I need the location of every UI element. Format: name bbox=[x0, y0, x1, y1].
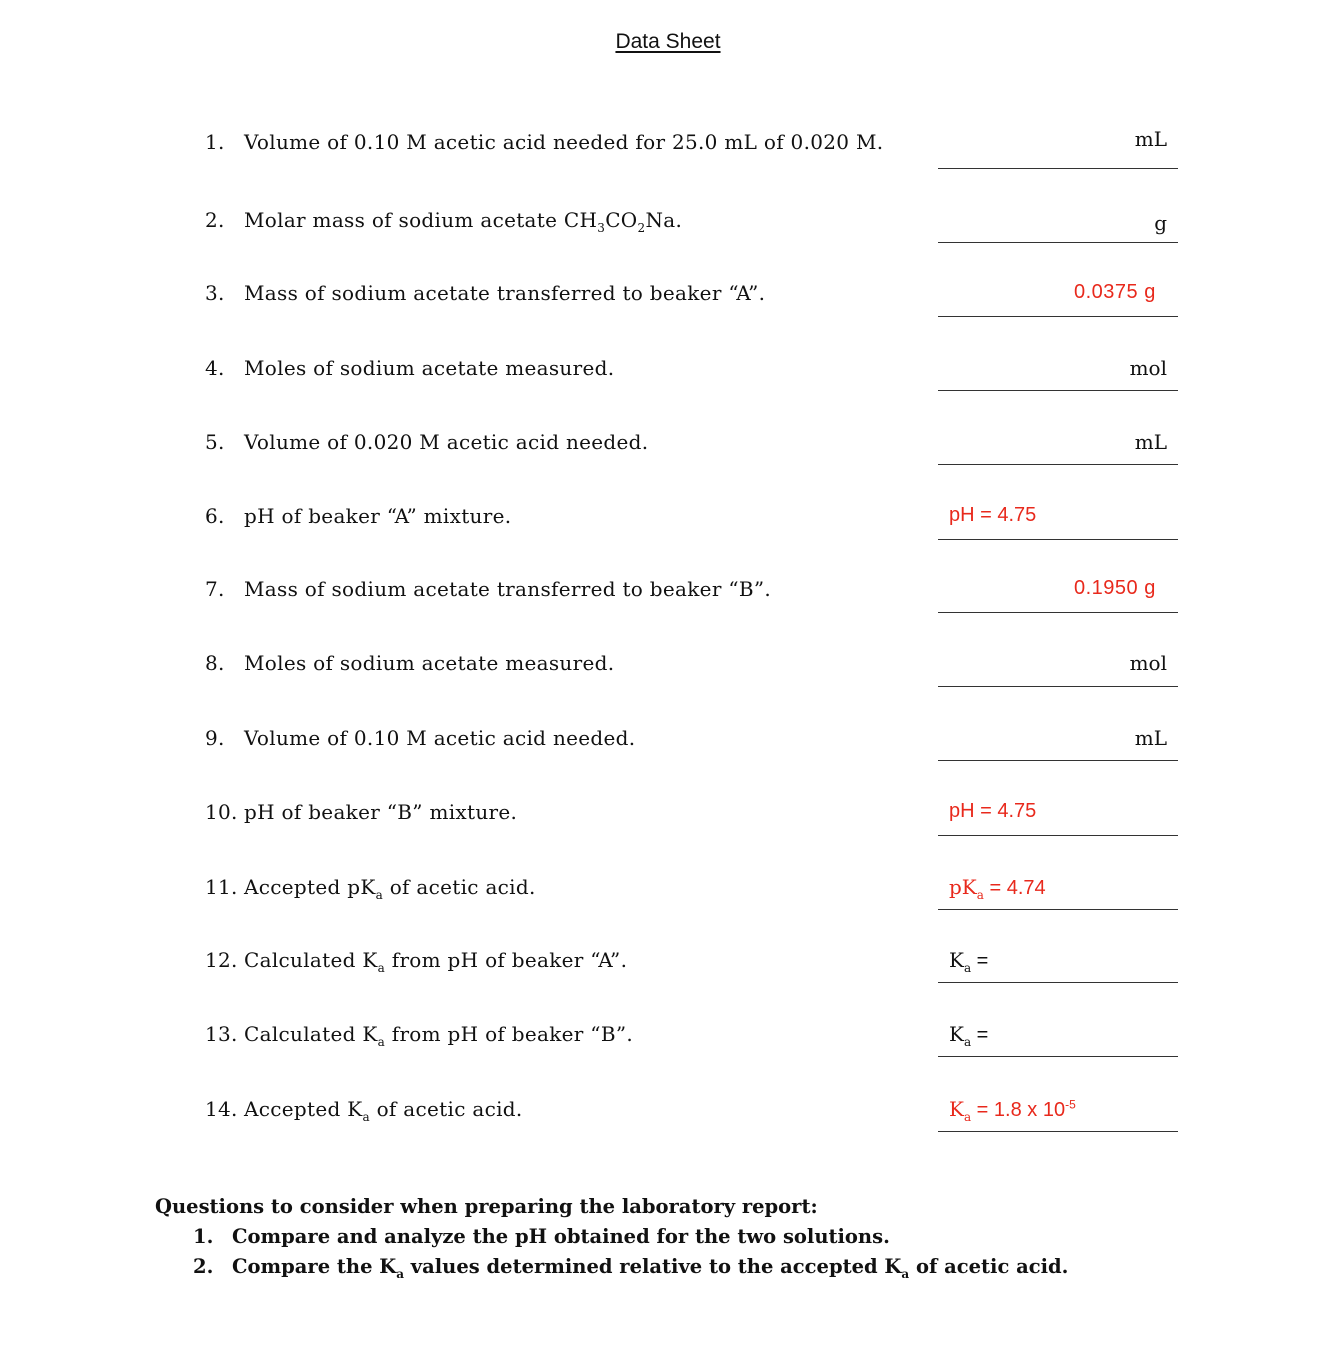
item-text: Accepted $K_a$ of acetic acid. bbox=[244, 1097, 523, 1124]
data-row-13 bbox=[0, 1022, 1336, 1062]
item-text: Accepted $pK_a$ of acetic acid. bbox=[244, 875, 536, 902]
data-row-1 bbox=[0, 127, 1336, 170]
item-number: 6. bbox=[205, 504, 225, 528]
item-text: Mass of sodium acetate transferred to beaker “A”. bbox=[244, 281, 766, 305]
data-row-9 bbox=[0, 726, 1336, 766]
item-text: Moles of sodium acetate measured. bbox=[244, 651, 615, 675]
item-number: 2. bbox=[205, 208, 225, 232]
item-text: Molar mass of sodium acetate $CH_3CO_2Na$. bbox=[244, 208, 683, 235]
report-questions bbox=[155, 1192, 1068, 1289]
item-unit: mL bbox=[1134, 430, 1167, 454]
item-text: Moles of sodium acetate measured. bbox=[244, 356, 615, 380]
item-unit: mol bbox=[1129, 356, 1167, 380]
item-text: Volume of 0.020 M acetic acid needed. bbox=[244, 430, 649, 454]
data-row-8 bbox=[0, 651, 1336, 691]
item-text: pH of beaker “B” mixture. bbox=[244, 800, 518, 824]
question-item: 1. Compare and analyze the pH obtained for the two solutions. bbox=[193, 1225, 890, 1248]
data-row-7 bbox=[0, 577, 1336, 617]
data-row-10 bbox=[0, 800, 1336, 840]
data-row-14 bbox=[0, 1097, 1336, 1137]
answer-blank[interactable] bbox=[938, 242, 1178, 243]
item-number: 12. bbox=[205, 948, 238, 972]
item-number: 10. bbox=[205, 800, 238, 824]
answer-blank[interactable] bbox=[938, 909, 1178, 910]
answer-blank[interactable] bbox=[938, 612, 1178, 613]
item-number: 5. bbox=[205, 430, 225, 454]
answer-blank[interactable] bbox=[938, 1056, 1178, 1057]
data-row-2 bbox=[0, 208, 1336, 248]
item-unit: g bbox=[1154, 211, 1167, 235]
item-number: 8. bbox=[205, 651, 225, 675]
answer-blank[interactable] bbox=[938, 760, 1178, 761]
item-number: 4. bbox=[205, 356, 225, 380]
page-title: Data Sheet bbox=[615, 30, 721, 53]
answer-value: 0.1950 g bbox=[1074, 577, 1156, 599]
item-number: 7. bbox=[205, 577, 225, 601]
answer-value: $K_a$ = bbox=[949, 1022, 989, 1049]
data-row-4 bbox=[0, 356, 1336, 396]
questions-heading: Questions to consider when preparing the laboratory report: bbox=[155, 1195, 818, 1218]
answer-blank[interactable] bbox=[938, 1131, 1178, 1132]
item-text: Volume of 0.10 M acetic acid needed. bbox=[244, 726, 636, 750]
answer-blank[interactable] bbox=[938, 464, 1178, 465]
item-number: 11. bbox=[205, 875, 238, 899]
data-row-12 bbox=[0, 948, 1336, 988]
answer-blank[interactable] bbox=[938, 982, 1178, 983]
item-text: Volume of 0.10 M acetic acid needed for 25.0 mL of 0.020 M. bbox=[244, 130, 884, 154]
item-text: Mass of sodium acetate transferred to beaker “B”. bbox=[244, 577, 772, 601]
item-unit: mL bbox=[1134, 726, 1167, 750]
answer-value: 0.0375 g bbox=[1074, 281, 1156, 303]
answer-value: $pK_a = 4.74$ bbox=[949, 875, 1046, 902]
item-unit: mol bbox=[1129, 651, 1167, 675]
item-number: 9. bbox=[205, 726, 225, 750]
answer-blank[interactable] bbox=[938, 316, 1178, 317]
data-row-5 bbox=[0, 430, 1336, 470]
item-text: Calculated $K_a$ from pH of beaker “B”. bbox=[244, 1022, 634, 1049]
question-item: 2. Compare the $K_a$ values determined relative to the accepted $K_a$ of acetic acid. bbox=[193, 1255, 1069, 1281]
item-number: 14. bbox=[205, 1097, 238, 1121]
data-row-6 bbox=[0, 504, 1336, 544]
answer-blank[interactable] bbox=[938, 390, 1178, 391]
item-number: 3. bbox=[205, 281, 225, 305]
answer-value: pH = 4.75 bbox=[949, 504, 1037, 526]
item-text: Calculated $K_a$ from pH of beaker “A”. bbox=[244, 948, 628, 975]
answer-blank[interactable] bbox=[938, 539, 1178, 540]
data-row-3 bbox=[0, 281, 1336, 321]
answer-value: $K_a$ = bbox=[949, 948, 989, 975]
answer-blank[interactable] bbox=[938, 835, 1178, 836]
answer-value: pH = 4.75 bbox=[949, 800, 1037, 822]
item-number: 1. bbox=[205, 130, 225, 154]
item-text: pH of beaker “A” mixture. bbox=[244, 504, 512, 528]
answer-blank[interactable] bbox=[938, 686, 1178, 687]
item-number: 13. bbox=[205, 1022, 238, 1046]
item-unit: mL bbox=[1134, 127, 1167, 151]
answer-blank[interactable] bbox=[938, 168, 1178, 169]
data-row-11 bbox=[0, 875, 1336, 915]
answer-value: $K_a = 1.8$ x $10^{-5}$ bbox=[949, 1097, 1076, 1124]
